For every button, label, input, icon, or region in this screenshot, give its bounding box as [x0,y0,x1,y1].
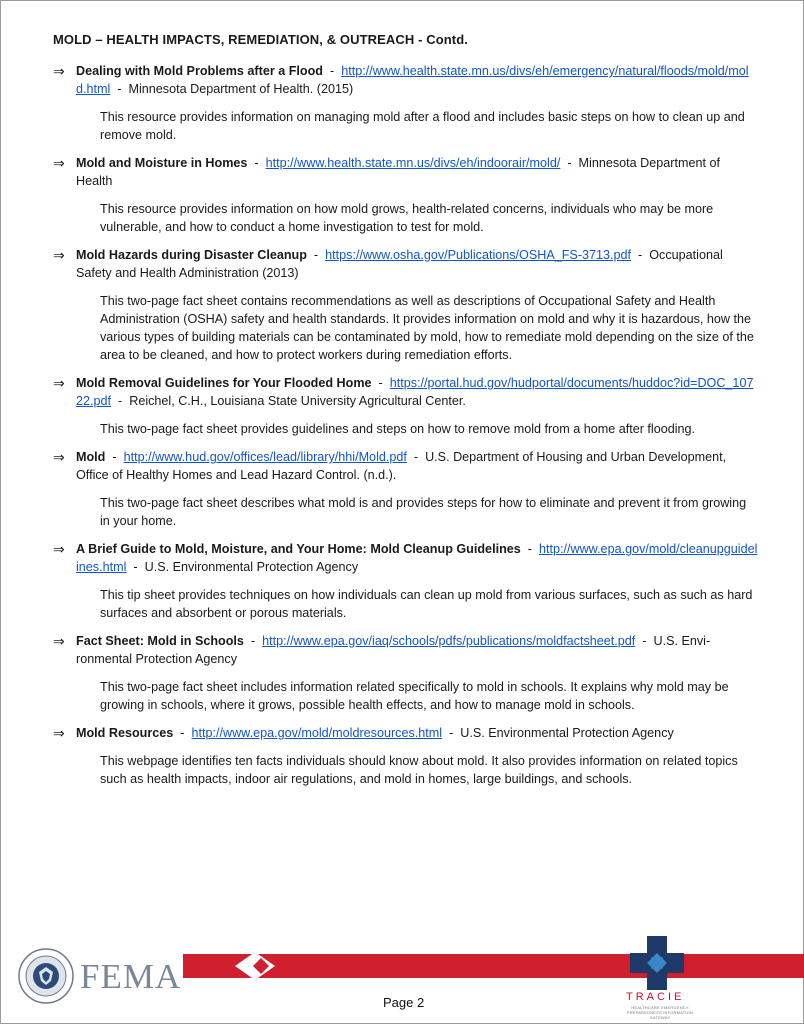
red-stripe-band [183,952,804,980]
arrow-bullet-icon: ⇒ [53,155,65,171]
separator: - [406,450,426,464]
entry-source: U.S. Environmental Protection Agency [460,726,674,740]
entry-citation [76,246,758,282]
separator: - [111,394,130,408]
entry-description: This resource provides information on how mold grows, health-related concerns, individuals who may be more vulnerable, and how to conduct a home investigation to test for mold. [100,202,714,234]
separator: - [126,560,145,574]
separator: - [306,248,326,262]
entry-citation [76,448,758,484]
resource-entry [53,62,758,144]
resource-entry [53,724,758,788]
entry-source: U.S. Environmental Protection Agency [144,560,359,574]
resource-link[interactable]: http://www.hud.gov/offices/lead/library/hhi/Mold.pdf [123,450,407,464]
separator: - [173,726,192,740]
resource-entry [53,154,758,236]
entry-title: Mold Removal Guidelines for Your Flooded Home [76,376,372,390]
separator: - [243,634,263,648]
entry-citation [76,374,758,410]
entry-source: Minnesota Department of Health [76,156,720,188]
tracie-tagline: HEALTHCARE EMERGENCY PREPAREDNESS INFORMATION GATEWAY [626,1005,694,1020]
resource-link[interactable]: http://www.epa.gov/mold/moldresources.html [191,726,443,740]
entry-source: U.S. Department of Housing and Urban Development, Office of Healthy Homes and Lead Hazard Control. (n.d.). [76,450,727,482]
entry-citation [76,724,758,742]
separator: - [520,542,539,556]
arrow-bullet-icon: ⇒ [53,541,65,557]
entry-citation [76,62,758,98]
arrow-bullet-icon: ⇒ [53,247,65,263]
separator: - [371,376,390,390]
separator: - [635,634,654,648]
dhs-seal-icon [18,948,74,1004]
resource-list [53,62,758,788]
entry-description: This two-page fact sheet describes what mold is and provides steps for how to eliminate and prevent it from growing in your home. [100,496,747,528]
entry-title: Mold [76,450,106,464]
separator: - [560,156,579,170]
page-number: Page 2 [383,995,425,1010]
resource-link[interactable]: https://www.osha.gov/Publications/OSHA_FS-3713.pdf [325,248,632,262]
resource-entry [53,448,758,530]
resource-entry [53,246,758,364]
entry-description: This webpage identifies ten facts individuals should know about mold. It also provides information on related topics such as health impacts, indoor air regulations, and mold in homes, large buildings, and schools. [100,754,738,786]
separator: - [323,64,342,78]
entry-title: Dealing with Mold Problems after a Flood [76,64,323,78]
entry-description: This two-page fact sheet provides guidelines and steps on how to remove mold from a home after flooding. [100,422,696,436]
resource-link[interactable]: https://portal.hud.gov/hudportal/documents/huddoc?id=DOC_10722.pdf [76,376,754,408]
entry-title: Mold Resources [76,726,174,740]
entry-citation [76,154,758,190]
entry-source: U.S. Envi-ronmental Protection Agency [76,634,711,666]
entry-title: Fact Sheet: Mold in Schools [76,634,244,648]
page-footer [0,930,804,1024]
entry-title: Mold Hazards during Disaster Cleanup [76,248,307,262]
arrow-bullet-icon: ⇒ [53,633,65,649]
entry-description: This resource provides information on managing mold after a flood and includes basic steps on how to clean up and remove mold. [100,110,745,142]
arrow-bullet-icon: ⇒ [53,63,65,79]
entry-description: This two-page fact sheet contains recommendations as well as descriptions of Occupational Safety and Health Administration (OSHA) safety and health standards. It provides information on mold and why it is hazardous, how the various types of building materials can be contaminated by mold, how to remediate mold depending on the size of the area to be cleaned, and how to protect workers during remediation efforts. [100,294,754,362]
separator: - [442,726,461,740]
separator: - [110,82,129,96]
entry-source: Occupational Safety and Health Administration (2013) [76,248,723,280]
entry-source: Reichel, C.H., Louisiana State University Agricultural Center. [129,394,466,408]
fema-logo-text: FEMA [80,957,182,996]
arrow-bullet-icon: ⇒ [53,449,65,465]
resource-link[interactable]: http://www.health.state.mn.us/divs/eh/emergency/natural/floods/mold/mold.html [76,64,749,96]
resource-link[interactable]: http://www.epa.gov/iaq/schools/pdfs/publications/moldfactsheet.pdf [262,634,636,648]
entry-citation [76,632,758,668]
tracie-logo-text: TRACIE [626,991,685,1003]
resource-link[interactable]: http://www.health.state.mn.us/divs/eh/indoorair/mold/ [265,156,561,170]
tracie-cross-icon [630,936,684,990]
document-body [53,32,758,798]
arrow-bullet-icon: ⇒ [53,375,65,391]
arrow-bullet-icon: ⇒ [53,725,65,741]
resource-entry [53,540,758,622]
entry-title: A Brief Guide to Mold, Moisture, and Your Home: Mold Cleanup Guidelines [76,542,521,556]
entry-citation [76,540,758,576]
separator: - [247,156,266,170]
resource-entry [53,374,758,438]
separator: - [631,248,650,262]
separator: - [105,450,124,464]
entry-description: This two-page fact sheet includes information related specifically to mold in schools. It explains why mold may be growing in schools, where it grows, possible health effects, and how to manage mold in schools. [100,680,729,712]
resource-entry [53,632,758,714]
entry-description: This tip sheet provides techniques on how individuals can clean up mold from various surfaces, such as such as hard surfaces and absorbent or porous materials. [100,588,753,620]
entry-title: Mold and Moisture in Homes [76,156,248,170]
entry-source: Minnesota Department of Health. (2015) [128,82,354,96]
section-heading: MOLD – HEALTH IMPACTS, REMEDIATION, & OUTREACH - Contd. [53,32,468,47]
resource-link[interactable]: http://www.epa.gov/mold/cleanupguidelines.html [76,542,758,574]
